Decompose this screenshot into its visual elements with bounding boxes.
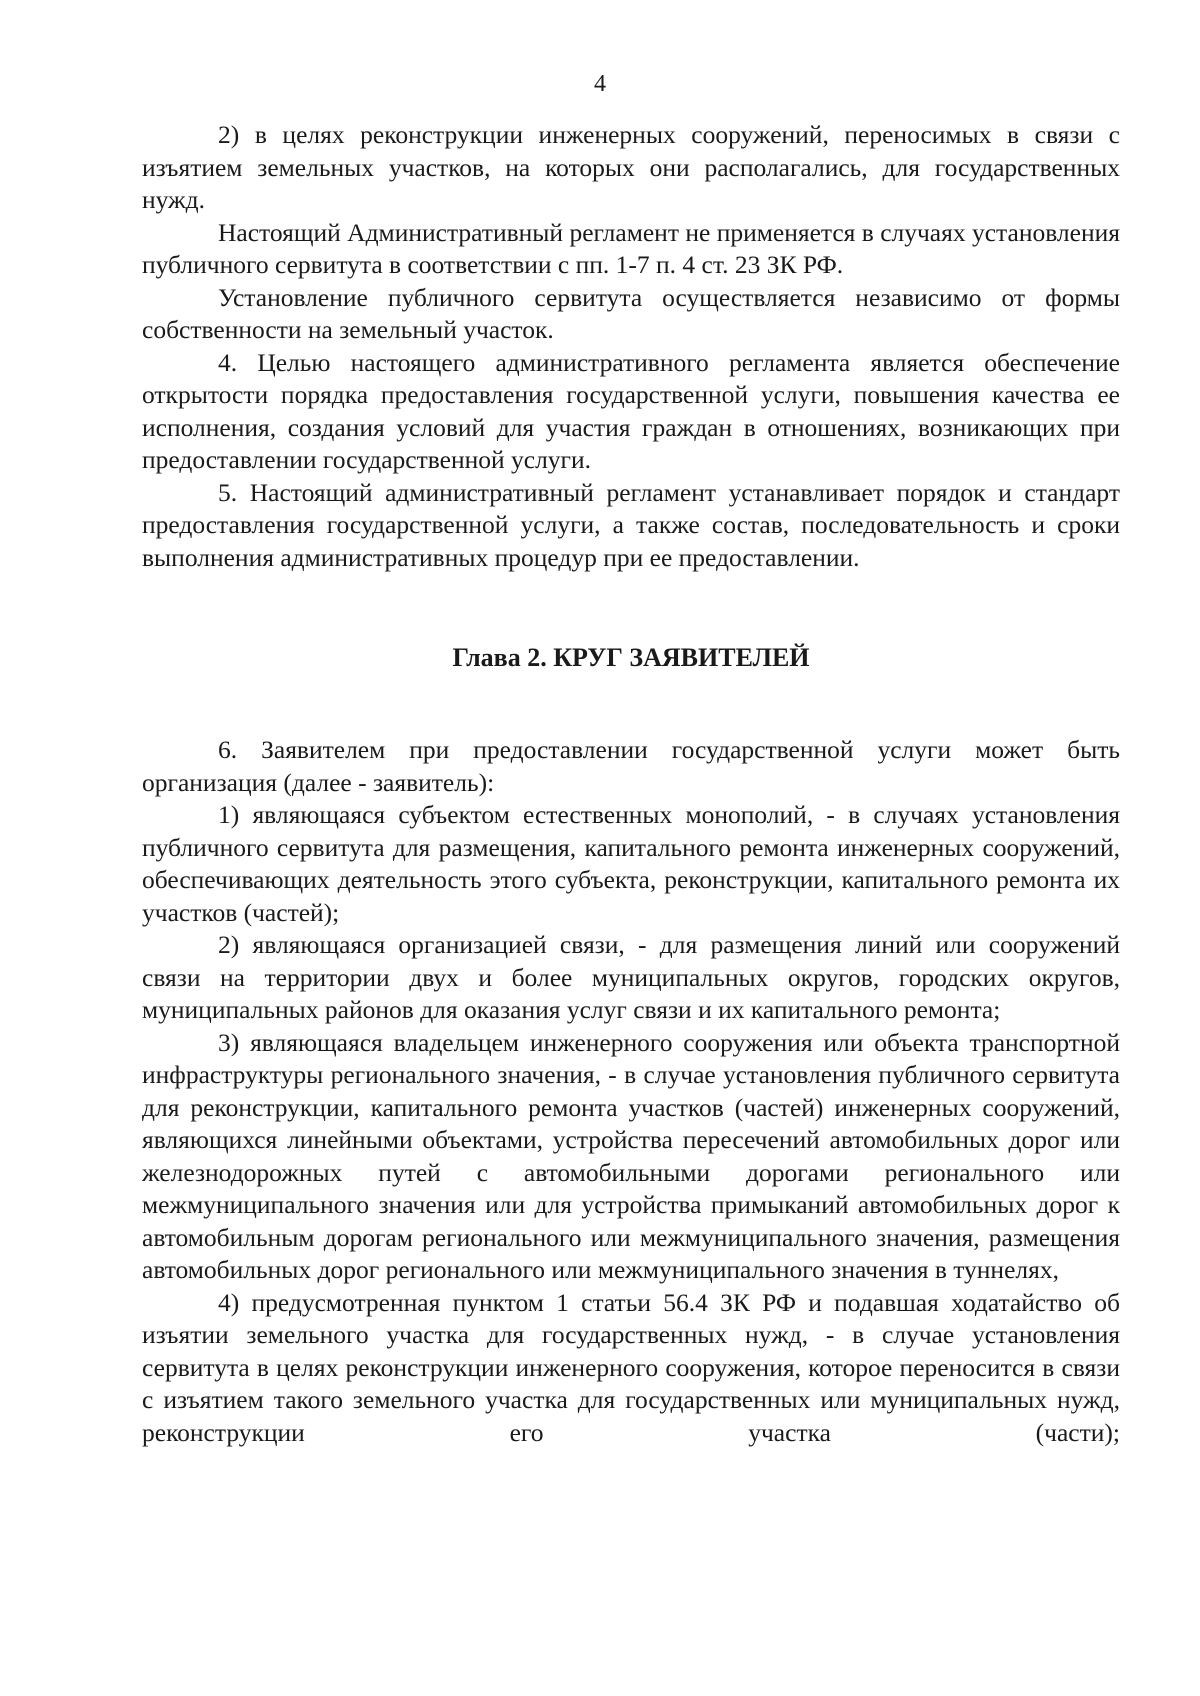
paragraph-item-2: 2) в целях реконструкции инженерных сооружений, переносимых в связи с изъятием земельных участков, на которых они располагались, для государственных нужд. — [142, 120, 1120, 214]
paragraph-point-5: 5. Настоящий административный регламент устанавливает порядок и стандарт предоставления государственной услуги, а также состав, последовательность и сроки выполнения административных процедур при ее предоставлении. — [142, 477, 1120, 572]
paragraph-not-applicable: Настоящий Административный регламент не применяется в случаях установления публичного сервитута в соответствии с пп. 1-7 п. 4 ст. 23 ЗК РФ. — [142, 217, 1120, 279]
page-number: 4 — [594, 71, 606, 97]
paragraph-applicant-3: 3) являющаяся владельцем инженерного сооружения или объекта транспортной инфраструктуры регионального значения, - в случае установления публичного сервитута для реконструкции, капитального ремонта участков (частей) инженерных сооружений, являющихся линейными объектами, устройства пересечений автомобильных дорог или железнодорожных путей с автомобильными дорогами регионального или межмуниципального значения или для устройства примыканий автомобильных дорог к автомобильным дорогам регионального или межмуниципального значения, размещения автомобильных дорог регионального или межмуниципального значения в туннелях, — [142, 1027, 1120, 1284]
paragraph-applicant-1: 1) являющаяся субъектом естественных монополий, - в случаях установления публичного сервитута для размещения, капитального ремонта инженерных сооружений, обеспечивающих деятельность этого субъекта, реконструкции, капитального ремонта их участков (частей); — [142, 800, 1120, 927]
chapter-heading: Глава 2. КРУГ ЗАЯВИТЕЛЕЙ — [452, 643, 810, 672]
paragraph-applicant-4: 4) предусмотренная пунктом 1 статьи 56.4 ЗК РФ и подавшая ходатайство об изъятии земельного участка для государственных нужд, - в случае установления сервитута в целях реконструкции инженерного сооружения, которое переносится в связи с изъятием такого земельного участка для государственных или муниципальных нужд, реконструкции его участка (части); — [142, 1287, 1120, 1447]
paragraph-servitude-ownership: Установление публичного сервитута осуществляется независимо от формы собственности на земельный участок. — [142, 282, 1120, 344]
paragraph-point-4: 4. Целью настоящего административного регламента является обеспечение открытости порядка предоставления государственной услуги, повышения качества ее исполнения, создания условий для участия граждан в отношениях, возникающих при предоставлении государственной услуги. — [142, 347, 1120, 474]
document-body — [142, 119, 1120, 1449]
paragraph-point-6: 6. Заявителем при предоставлении государственной услуги может быть организация (далее - заявитель): — [142, 735, 1120, 797]
paragraph-applicant-2: 2) являющаяся организацией связи, - для размещения линий или сооружений связи на территории двух и более муниципальных округов, городских округов, муниципальных районов для оказания услуг связи и их капитального ремонта; — [142, 930, 1120, 1024]
